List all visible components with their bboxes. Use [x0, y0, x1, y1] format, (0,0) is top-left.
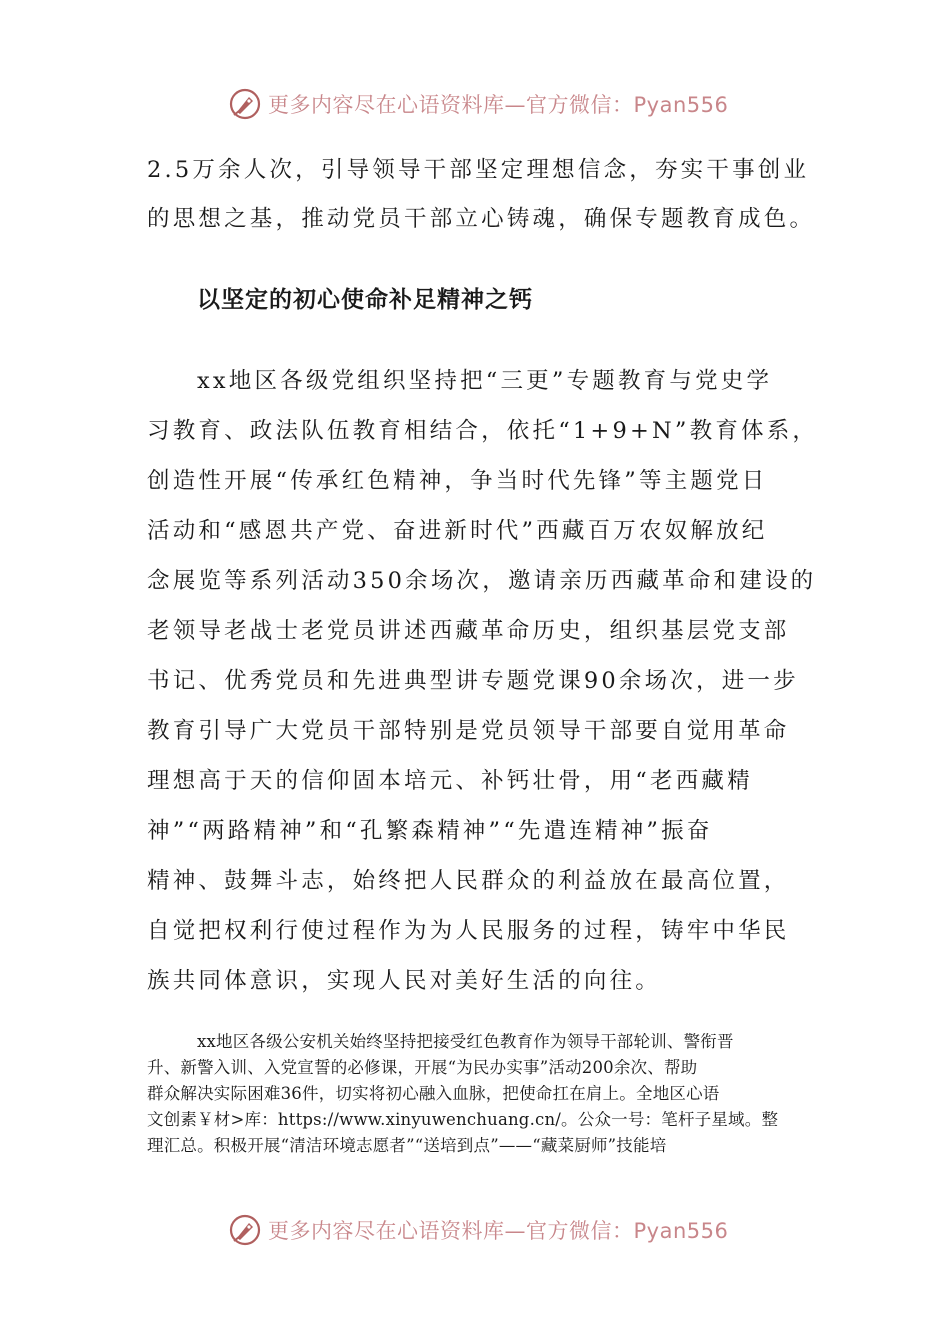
- section-heading: 以坚定的初心使命补足精神之钙: [197, 287, 533, 313]
- main-line-7: 书记、优秀党员和先进典型讲专题党课90余场次，进一步: [147, 668, 799, 694]
- pen-nib-icon: [228, 87, 262, 121]
- small-line-5: 理汇总。积极开展“清洁环境志愿者”“送培到点”——“藏菜厨师”技能培: [147, 1136, 667, 1155]
- main-line-8: 教育引导广大党员干部特别是党员领导干部要自觉用革命: [147, 718, 790, 744]
- small-line-1: xx地区各级公安机关始终坚持把接受红色教育作为领导干部轮训、警衔晋: [197, 1032, 734, 1051]
- main-line-11: 精神、鼓舞斗志，始终把人民群众的利益放在最高位置，: [147, 868, 790, 894]
- main-line-13: 族共同体意识，实现人民对美好生活的向往。: [147, 968, 662, 994]
- main-line-12: 自觉把权利行使过程作为为人民服务的过程，铸牢中华民: [147, 918, 790, 944]
- small-line-2: 升、新警入训、入党宣誓的必修课，开展“为民办实事”活动200余次、帮助: [147, 1058, 698, 1077]
- main-line-6: 老领导老战士老党员讲述西藏革命历史，组织基层党支部: [147, 618, 790, 644]
- main-line-10: 神”“两路精神”和“孔繁森精神”“先遣连精神”振奋: [147, 818, 713, 844]
- main-line-1: xx地区各级党组织坚持把“三更”专题教育与党史学: [197, 368, 773, 394]
- intro-line-2: 的思想之基，推动党员干部立心铸魂，确保专题教育成色。: [147, 206, 816, 232]
- main-line-5: 念展览等系列活动350余场次，邀请亲历西藏革命和建设的: [147, 568, 817, 594]
- main-line-4: 活动和“感恩共产党、奋进新时代”西藏百万农奴解放纪: [147, 518, 768, 544]
- banner-text: 更多内容尽在心语资料库—官方微信：Pyan556: [268, 1219, 729, 1243]
- banner-text: 更多内容尽在心语资料库—官方微信：Pyan556: [268, 93, 729, 117]
- pen-nib-icon: [228, 1213, 262, 1247]
- main-line-9: 理想高于天的信仰固本培元、补钙壮骨，用“老西藏精: [147, 768, 753, 794]
- small-line-3: 群众解决实际困难36件，切实将初心融入血脉，把使命扛在肩上。全地区心语: [147, 1084, 720, 1103]
- header-banner: [228, 84, 728, 124]
- small-line-4: 文创素￥材>库：https://www.xinyuwenchuang.cn/。公众一号：笔杆子星域。整: [147, 1110, 779, 1129]
- footer-banner: [228, 1210, 728, 1250]
- main-line-3: 创造性开展“传承红色精神，争当时代先锋”等主题党日: [147, 468, 768, 494]
- main-line-2: 习教育、政法队伍教育相结合，依托“1+9+N”教育体系，: [147, 418, 819, 444]
- intro-line-1: 2.5万余人次，引导领导干部坚定理想信念，夯实干事创业: [147, 157, 810, 183]
